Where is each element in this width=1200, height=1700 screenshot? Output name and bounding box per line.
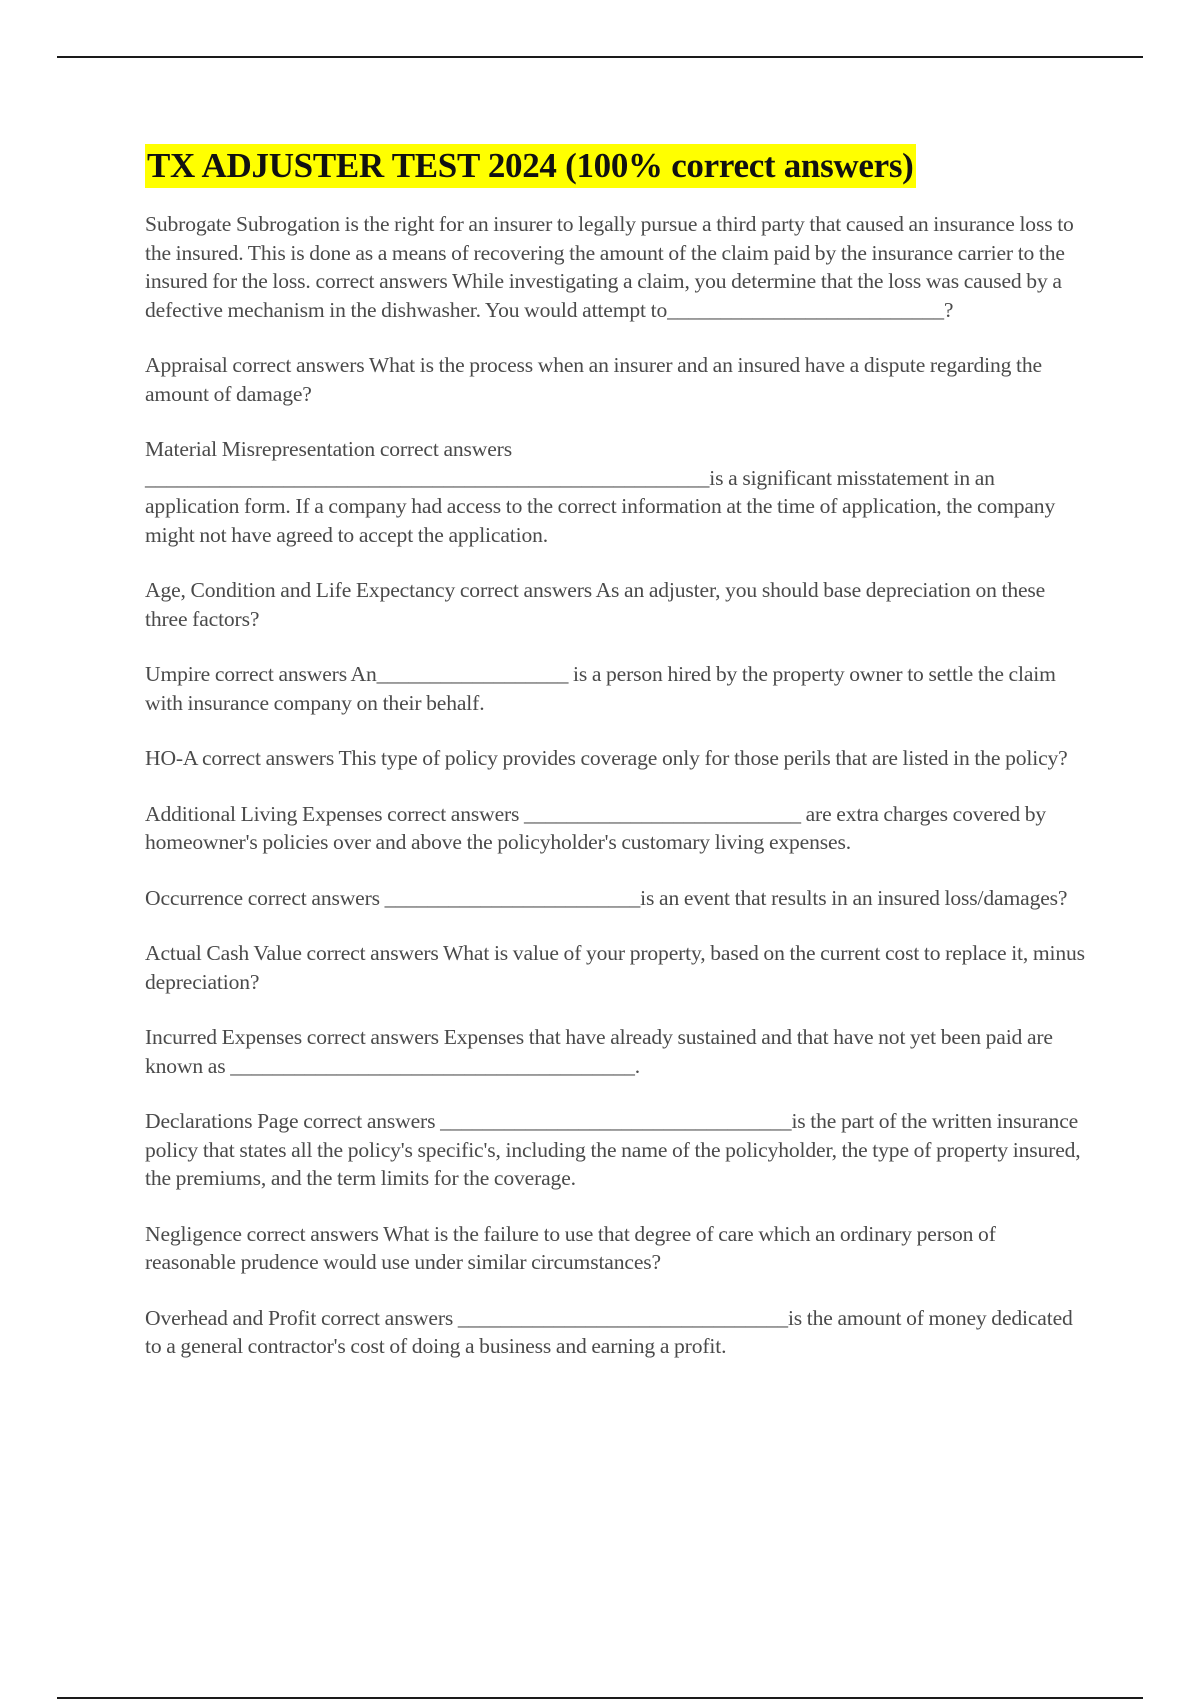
qa-answer: Incurred Expenses (145, 1025, 303, 1049)
qa-question: _________________________________is the part of the written insurance policy that states all the policy's specific's, including the name of the policyholder, the type of property insured, the premiums, and the term limits for the coverage. (145, 1109, 1081, 1190)
qa-item-occurrence (145, 884, 1085, 913)
qa-answer: Subrogate Subrogation is the right for an insurer to legally pursue a third party that caused an insurance loss to the insured. This is done as a means of recovering the amount of the claim paid by the insurance carrier to the insured for the loss. (145, 212, 1074, 293)
qa-item-subrogation (145, 210, 1085, 324)
document-body (145, 144, 1085, 1388)
document-title: TX ADJUSTER TEST 2024 (100% correct answers) (145, 144, 916, 188)
qa-answer: Age, Condition and Life Expectancy (145, 578, 456, 602)
qa-answer: Occurrence (145, 885, 243, 910)
qa-marker: correct answers (306, 1025, 439, 1049)
top-rule (57, 56, 1143, 58)
qa-answer: Overhead and Profit (145, 1305, 317, 1330)
qa-marker: correct answers (459, 578, 593, 602)
qa-question: What is value of your property, based on the current cost to replace it, minus depreciation? (145, 941, 1085, 994)
qa-question: While investigating a claim, you determine that the loss was caused by a defective mechanism in the dishwasher. You would attempt to__________________________? (145, 269, 1062, 322)
bottom-rule (57, 1697, 1143, 1699)
qa-marker: correct answers (387, 801, 520, 826)
qa-question: _______________________________is the amount of money dedicated to a general contractor's cost of doing a business and earning a profit. (145, 1305, 1073, 1358)
qa-item-declarations-page (145, 1107, 1085, 1193)
qa-marker: correct answers (306, 941, 439, 965)
qa-item-depreciation-factors (145, 576, 1085, 633)
qa-marker: correct answers (379, 437, 512, 461)
qa-item-umpire (145, 660, 1085, 717)
qa-answer: Negligence (145, 1221, 242, 1246)
qa-marker: correct answers (232, 353, 365, 377)
qa-item-additional-living-expenses (145, 800, 1085, 857)
qa-answer: HO-A (145, 746, 198, 770)
qa-question: As an adjuster, you should base depreciation on these three factors? (145, 578, 1046, 631)
qa-question: What is the process when an insurer and an insured have a dispute regarding the amount of damage? (145, 353, 1042, 406)
qa-question: This type of policy provides coverage only for those perils that are listed in the policy? (338, 746, 1068, 770)
qa-item-material-misrepresentation (145, 435, 1085, 549)
qa-marker: correct answers (201, 746, 335, 770)
qa-item-overhead-and-profit (145, 1304, 1085, 1361)
qa-marker: correct answers (247, 885, 380, 910)
qa-marker: correct answers (246, 1221, 379, 1246)
qa-item-negligence (145, 1220, 1085, 1277)
qa-answer: Material Misrepresentation (145, 437, 376, 461)
qa-answer: Actual Cash Value (145, 941, 302, 965)
qa-question: _____________________________________________________is a significant misstatement in an application form. If a company had access to the correct information at the time of application, the company might not have agreed to accept the application. (145, 465, 1056, 547)
qa-item-appraisal (145, 351, 1085, 408)
qa-answer: Umpire (145, 662, 211, 686)
qa-marker: correct answers (303, 1109, 436, 1133)
qa-answer: Declarations Page (145, 1109, 299, 1133)
qa-answer: Appraisal (145, 353, 228, 377)
qa-question: What is the failure to use that degree of care which an ordinary person of reasonable prudence would use under similar circumstances? (145, 1221, 996, 1274)
qa-item-actual-cash-value (145, 939, 1085, 996)
qa-marker: correct answers (321, 1305, 454, 1330)
qa-marker: correct answers (315, 269, 448, 293)
qa-question: __________________________ are extra charges covered by homeowner's policies over and above the policyholder's customary living expenses. (145, 801, 1047, 854)
qa-question: An__________________ is a person hired by the property owner to settle the claim with insurance company on their behalf. (145, 662, 1056, 715)
qa-marker: correct answers (214, 662, 347, 686)
qa-answer: Additional Living Expenses (145, 801, 383, 826)
qa-item-ho-a (145, 744, 1085, 773)
qa-question: Expenses that have already sustained and that have not yet been paid are known as ______________________________________. (145, 1025, 1053, 1078)
qa-item-incurred-expenses (145, 1023, 1085, 1080)
qa-question: ________________________is an event that results in an insured loss/damages? (384, 885, 1068, 910)
